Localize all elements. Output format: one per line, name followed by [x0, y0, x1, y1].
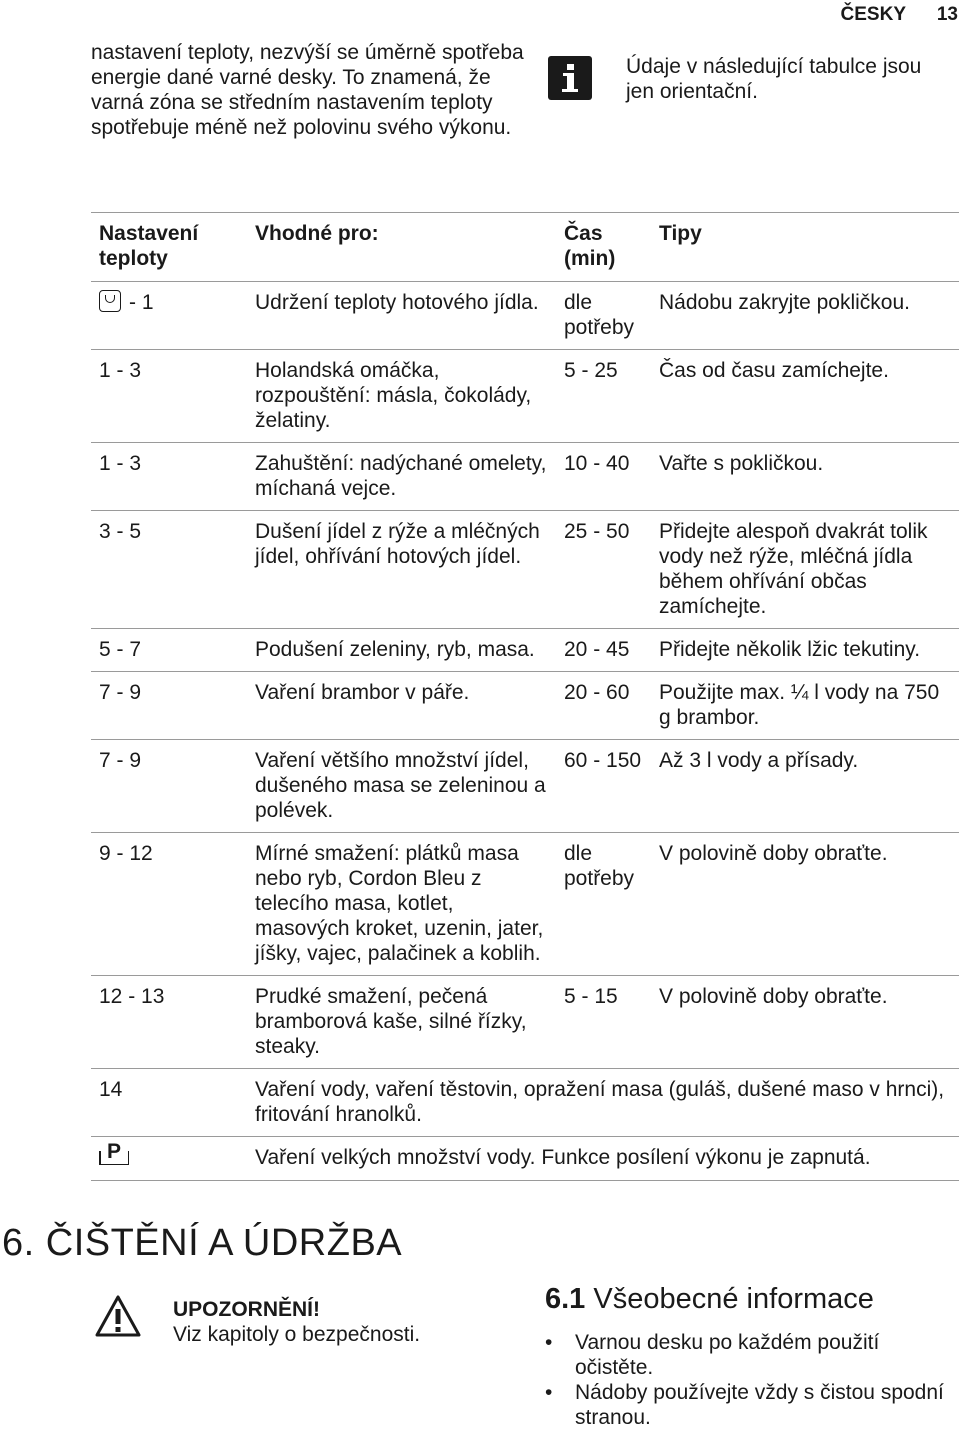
tips-cell: Až 3 l vody a přísady.	[659, 749, 859, 772]
setting-cell: 5 - 7	[99, 638, 142, 661]
table-row	[91, 1069, 959, 1137]
table-header-row	[91, 213, 959, 282]
table-row	[91, 672, 959, 740]
section-title: 6. ČIŠTĚNÍ A ÚDRŽBA	[2, 1222, 403, 1264]
time-cell: 5 - 15	[564, 985, 618, 1008]
table-row	[91, 350, 959, 443]
tips-cell: Použijte max. ¼ l vody na 750 g brambor.	[659, 681, 940, 729]
setting-cell: 3 - 5	[99, 520, 142, 543]
table-row	[91, 976, 959, 1069]
header-time: Čas (min)	[564, 222, 616, 270]
table-row	[91, 740, 959, 833]
subsection-heading: Všeobecné informace	[593, 1283, 874, 1315]
use-cell: Udržení teploty hotového jídla.	[255, 291, 539, 314]
table-row	[91, 282, 959, 350]
header-use: Vhodné pro:	[255, 222, 379, 245]
time-cell: 20 - 45	[564, 638, 630, 661]
page-header	[0, 2, 960, 30]
language-label: ČESKY	[840, 4, 906, 25]
setting-cell: 7 - 9	[99, 749, 142, 772]
header-setting: Nastavení teploty	[99, 222, 199, 270]
bullet-list	[545, 1330, 945, 1430]
intro-paragraph: nastavení teploty, nezvýší se úměrně spotřeba energie dané varné desky. To znamená, že varná zóna se středním nastavením teploty spotřebuje méně než polovinu svého výkonu.	[91, 41, 524, 139]
time-cell: dle potřeby	[564, 291, 635, 339]
tips-cell: Nádobu zakryjte pokličkou.	[659, 291, 910, 314]
setting-cell: 14	[99, 1078, 123, 1101]
wide-cell: Vaření vody, vaření těstovin, opražení masa (guláš, dušené maso v hrnci), fritování hranolků.	[255, 1078, 945, 1126]
setting-cell: 12 - 13	[99, 985, 165, 1008]
time-cell: dle potřeby	[564, 842, 635, 890]
setting-cell: 1 - 3	[99, 452, 142, 475]
time-cell: 20 - 60	[564, 681, 630, 704]
header-tips: Tipy	[659, 222, 702, 245]
table-row	[91, 1137, 959, 1181]
heat-settings-table	[91, 212, 959, 1181]
use-cell: Dušení jídel z rýže a mléčných jídel, ohřívání hotových jídel.	[255, 520, 540, 568]
subsection-number: 6.1	[545, 1283, 586, 1315]
setting-cell: 1 - 3	[99, 359, 142, 382]
time-cell: 10 - 40	[564, 452, 630, 475]
setting-cell: 9 - 12	[99, 842, 153, 865]
table-row	[91, 833, 959, 976]
warning-text: Viz kapitoly o bezpečnosti.	[173, 1323, 421, 1346]
use-cell: Holandská omáčka, rozpouštění: másla, čokolády, želatiny.	[255, 359, 532, 432]
use-cell: Mírné smažení: plátků masa nebo ryb, Cordon Bleu z telecího masa, kotlet, masových kroket, uzenin, jater, jíšky, vajec, palačinek a koblih.	[255, 842, 544, 965]
table-row	[91, 443, 959, 511]
subsection-title	[545, 1283, 874, 1316]
setting-cell: 7 - 9	[99, 681, 142, 704]
use-cell: Vaření většího množství jídel, dušeného masa se zeleninou a polévek.	[255, 749, 546, 822]
list-item: • Varnou desku po každém použití očistěte.	[545, 1330, 945, 1380]
setting-cell: - 1	[91, 282, 247, 350]
table-row	[91, 629, 959, 672]
setting-cell	[91, 1137, 247, 1181]
info-icon	[548, 56, 592, 100]
tips-cell: V polovině doby obraťte.	[659, 842, 888, 865]
tips-cell: Přidejte několik lžic tekutiny.	[659, 638, 921, 661]
time-cell: 25 - 50	[564, 520, 630, 543]
time-cell: 60 - 150	[564, 749, 642, 772]
power-boost-icon: P	[99, 1145, 129, 1167]
use-cell: Podušení zeleniny, ryb, masa.	[255, 638, 535, 661]
use-cell: Prudké smažení, pečená bramborová kaše, silné řízky, steaky.	[255, 985, 527, 1058]
table-row	[91, 511, 959, 629]
keep-warm-icon	[99, 290, 121, 312]
tips-cell: V polovině doby obraťte.	[659, 985, 888, 1008]
time-cell: 5 - 25	[564, 359, 618, 382]
page-number: 13	[936, 4, 958, 25]
use-cell: Zahuštění: nadýchané omelety, míchaná vejce.	[255, 452, 547, 500]
use-cell: Vaření brambor v páře.	[255, 681, 470, 704]
tips-cell: Čas od času zamíchejte.	[659, 359, 889, 382]
warning-title: UPOZORNĚNÍ!	[173, 1298, 320, 1321]
warning-icon	[94, 1294, 142, 1338]
list-item: • Nádoby používejte vždy s čistou spodní stranou.	[545, 1380, 945, 1430]
tips-cell: Vařte s pokličkou.	[659, 452, 824, 475]
tips-cell: Přidejte alespoň dvakrát tolik vody než rýže, mléčná jídla během ohřívání občas zamíchejte.	[659, 520, 928, 618]
wide-cell: Vaření velkých množství vody. Funkce posílení výkonu je zapnutá.	[255, 1146, 871, 1169]
info-note-text: Údaje v následující tabulce jsou jen orientační.	[626, 55, 922, 103]
